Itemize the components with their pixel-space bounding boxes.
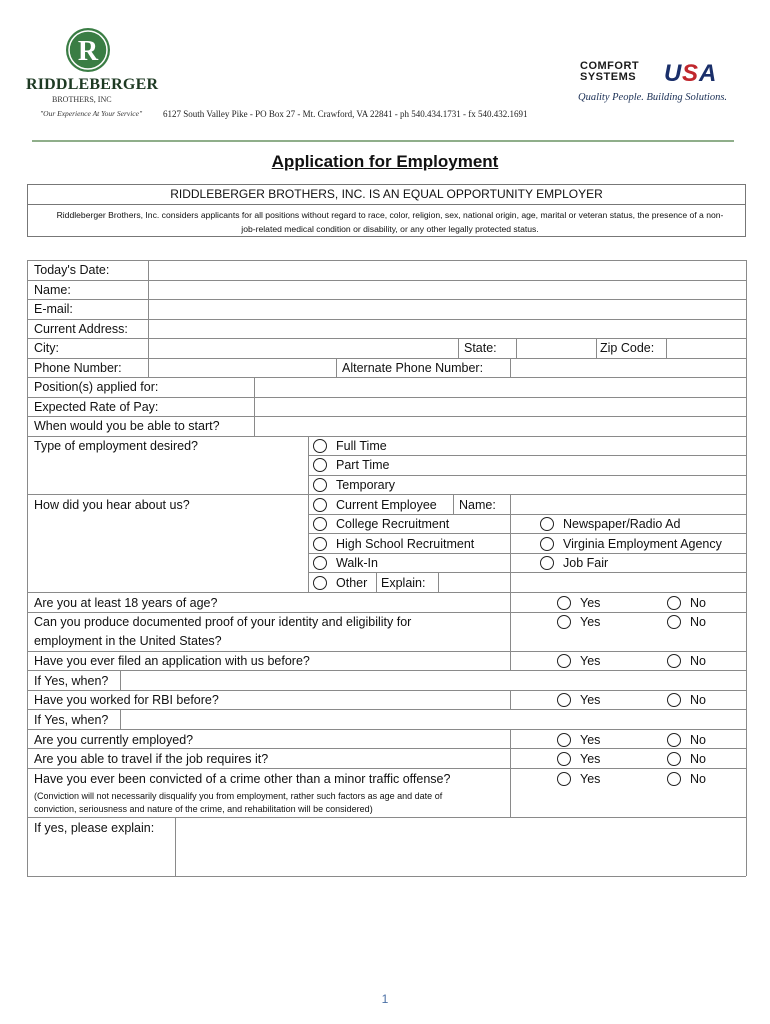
email-field[interactable] (148, 300, 745, 318)
other-label: Other (336, 576, 368, 590)
crime-note-line2: conviction, seriousness and nature of the crime, and rehabilitation will be considered) (34, 804, 373, 814)
svg-text:U: U (664, 60, 682, 87)
other-explain-field[interactable] (438, 574, 745, 592)
alt-phone-field[interactable] (510, 359, 745, 377)
svg-text:S: S (682, 60, 699, 87)
grid-line (27, 876, 746, 877)
filed-question: Have you ever filed an application with us before? (34, 654, 310, 668)
eeo-text: Riddleberger Brothers, Inc. considers applicants for all positions without regard to race, color, religion, sex, national origin, age, marital or veteran status, the presence of a non-job-related medical condition or disability, or any other legally protected status. (56, 210, 724, 234)
grid-line (746, 260, 747, 876)
employed-no-label: No (690, 733, 706, 747)
travel-no-radio[interactable] (667, 752, 681, 766)
riddleberger-logo (22, 26, 157, 122)
filed-when-field[interactable] (120, 672, 745, 690)
travel-yes-label: Yes (580, 752, 601, 766)
filed-when-label: If Yes, when? (34, 674, 109, 688)
phone-field[interactable] (148, 359, 336, 377)
job-fair-label: Job Fair (563, 556, 609, 570)
high-school-radio[interactable] (313, 537, 327, 551)
crime-no-label: No (690, 772, 706, 786)
rbi-when-label: If Yes, when? (34, 713, 109, 727)
grid-line (308, 553, 746, 554)
grid-line (308, 475, 746, 476)
phone-label: Phone Number: (34, 361, 122, 375)
other-radio[interactable] (313, 576, 327, 590)
filed-no-radio[interactable] (667, 654, 681, 668)
rbi-yes-label: Yes (580, 693, 601, 707)
proof-question-line1: Can you produce documented proof of your identity and eligibility for (34, 615, 412, 629)
employment-type-label: Type of employment desired? (34, 439, 198, 453)
part-time-label: Part Time (336, 458, 390, 472)
positions-field[interactable] (254, 378, 745, 396)
crime-yes-radio[interactable] (557, 772, 571, 786)
proof-yes-label: Yes (580, 615, 601, 629)
name-label: Name: (34, 283, 71, 297)
positions-label: Position(s) applied for: (34, 380, 159, 394)
rbi-no-label: No (690, 693, 706, 707)
rbi-question: Have you worked for RBI before? (34, 693, 219, 707)
grid-line (27, 260, 28, 876)
grid-line (27, 768, 746, 769)
alt-phone-label: Alternate Phone Number: (342, 361, 484, 375)
address-label: Current Address: (34, 322, 128, 336)
proof-no-radio[interactable] (667, 615, 681, 629)
grid-line (27, 494, 746, 495)
grid-line (336, 358, 337, 377)
vea-radio[interactable] (540, 537, 554, 551)
grid-line (453, 494, 454, 514)
college-recruitment-label: College Recruitment (336, 517, 450, 531)
grid-line (308, 436, 309, 592)
age-yes-radio[interactable] (557, 596, 571, 610)
grid-line (308, 572, 746, 573)
rate-field[interactable] (254, 398, 745, 416)
crime-no-radio[interactable] (667, 772, 681, 786)
grid-line (376, 572, 377, 592)
svg-text:R: R (77, 36, 99, 67)
travel-question: Are you able to travel if the job requires it? (34, 752, 269, 766)
college-recruitment-radio[interactable] (313, 517, 327, 531)
walk-in-label: Walk-In (336, 556, 378, 570)
todays-date-field[interactable] (148, 261, 745, 279)
proof-no-label: No (690, 615, 706, 629)
proof-yes-radio[interactable] (557, 615, 571, 629)
grid-line (510, 690, 511, 709)
crime-yes-label: Yes (580, 772, 601, 786)
company-address: 6127 South Valley Pike - PO Box 27 - Mt. Crawford, VA 22841 - ph 540.434.1731 - fx 540.432.1691 (163, 109, 528, 119)
employed-question: Are you currently employed? (34, 733, 194, 747)
email-label: E-mail: (34, 302, 73, 316)
current-employee-label: Current Employee (336, 498, 437, 512)
company-name: RIDDLEBERGER (26, 76, 159, 93)
employed-yes-radio[interactable] (557, 733, 571, 747)
crime-question: Have you ever been convicted of a crime other than a minor traffic offense? (34, 772, 451, 786)
walk-in-radio[interactable] (313, 556, 327, 570)
full-time-label: Full Time (336, 439, 387, 453)
grid-line (27, 729, 746, 730)
page-title: Application for Employment (271, 152, 499, 171)
grid-line (510, 592, 511, 670)
age-question: Are you at least 18 years of age? (34, 596, 218, 610)
grid-line (27, 709, 746, 710)
svg-text:SYSTEMS: SYSTEMS (580, 71, 637, 83)
rbi-no-radio[interactable] (667, 693, 681, 707)
partner-tagline: Quality People. Building Solutions. (578, 92, 728, 103)
part-time-radio[interactable] (313, 458, 327, 472)
referrer-name-label: Name: (459, 498, 496, 512)
grid-line (510, 729, 511, 817)
company-sub: BROTHERS, INC (52, 95, 112, 104)
explain-crime-field[interactable] (176, 820, 745, 875)
filed-yes-radio[interactable] (557, 654, 571, 668)
svg-text:A: A (699, 60, 717, 87)
state-field[interactable] (516, 339, 596, 357)
vea-label: Virginia Employment Agency (563, 537, 722, 551)
grid-line (308, 455, 746, 456)
rbi-yes-radio[interactable] (557, 693, 571, 707)
city-field[interactable] (148, 339, 458, 357)
zip-label: Zip Code: (600, 341, 655, 355)
temporary-radio[interactable] (313, 478, 327, 492)
grid-line (27, 690, 746, 691)
grid-line (596, 338, 597, 358)
grid-line (308, 514, 746, 515)
explain-crime-label: If yes, please explain: (34, 821, 155, 835)
age-yes-label: Yes (580, 596, 601, 610)
state-label: State: (464, 341, 497, 355)
travel-no-label: No (690, 752, 706, 766)
grid-line (27, 592, 746, 593)
referrer-name-field[interactable] (510, 496, 745, 514)
grid-line (27, 748, 746, 749)
travel-yes-radio[interactable] (557, 752, 571, 766)
zip-field[interactable] (666, 339, 745, 357)
filed-yes-label: Yes (580, 654, 601, 668)
employed-yes-label: Yes (580, 733, 601, 747)
grid-line (27, 817, 746, 818)
todays-date-label: Today's Date: (34, 263, 110, 277)
high-school-label: High School Recruitment (336, 537, 475, 551)
filed-no-label: No (690, 654, 706, 668)
rate-label: Expected Rate of Pay: (34, 400, 159, 414)
grid-line (27, 612, 746, 613)
rbi-when-field[interactable] (120, 711, 745, 729)
proof-question-line2: employment in the United States? (34, 634, 222, 648)
header-divider (32, 140, 734, 142)
age-no-label: No (690, 596, 706, 610)
svg-text:COMFORT: COMFORT (580, 60, 640, 72)
full-time-radio[interactable] (313, 439, 327, 453)
current-employee-radio[interactable] (313, 498, 327, 512)
eeo-heading: RIDDLEBERGER BROTHERS, INC. IS AN EQUAL OPPORTUNITY EMPLOYER (170, 187, 603, 201)
grid-line (458, 338, 459, 358)
name-field[interactable] (148, 281, 745, 299)
temporary-label: Temporary (336, 478, 396, 492)
grid-line (27, 670, 746, 671)
city-label: City: (34, 341, 59, 355)
newspaper-radio[interactable] (540, 517, 554, 531)
grid-line (27, 651, 746, 652)
hear-label: How did you hear about us? (34, 498, 190, 512)
company-tagline: "Our Experience At Your Service" (40, 109, 143, 118)
job-fair-radio[interactable] (540, 556, 554, 570)
start-label: When would you be able to start? (34, 419, 220, 433)
grid-line (308, 533, 746, 534)
explain-label: Explain: (381, 576, 426, 590)
newspaper-label: Newspaper/Radio Ad (563, 517, 681, 531)
age-no-radio[interactable] (667, 596, 681, 610)
start-field[interactable] (254, 417, 745, 435)
crime-note-line1: (Conviction will not necessarily disqualify you from employment, rather such factors as age and date of (34, 791, 443, 801)
employed-no-radio[interactable] (667, 733, 681, 747)
page-number: 1 (381, 992, 389, 1006)
address-field[interactable] (148, 320, 745, 338)
grid-line (27, 436, 746, 437)
eeo-divider (27, 204, 746, 205)
